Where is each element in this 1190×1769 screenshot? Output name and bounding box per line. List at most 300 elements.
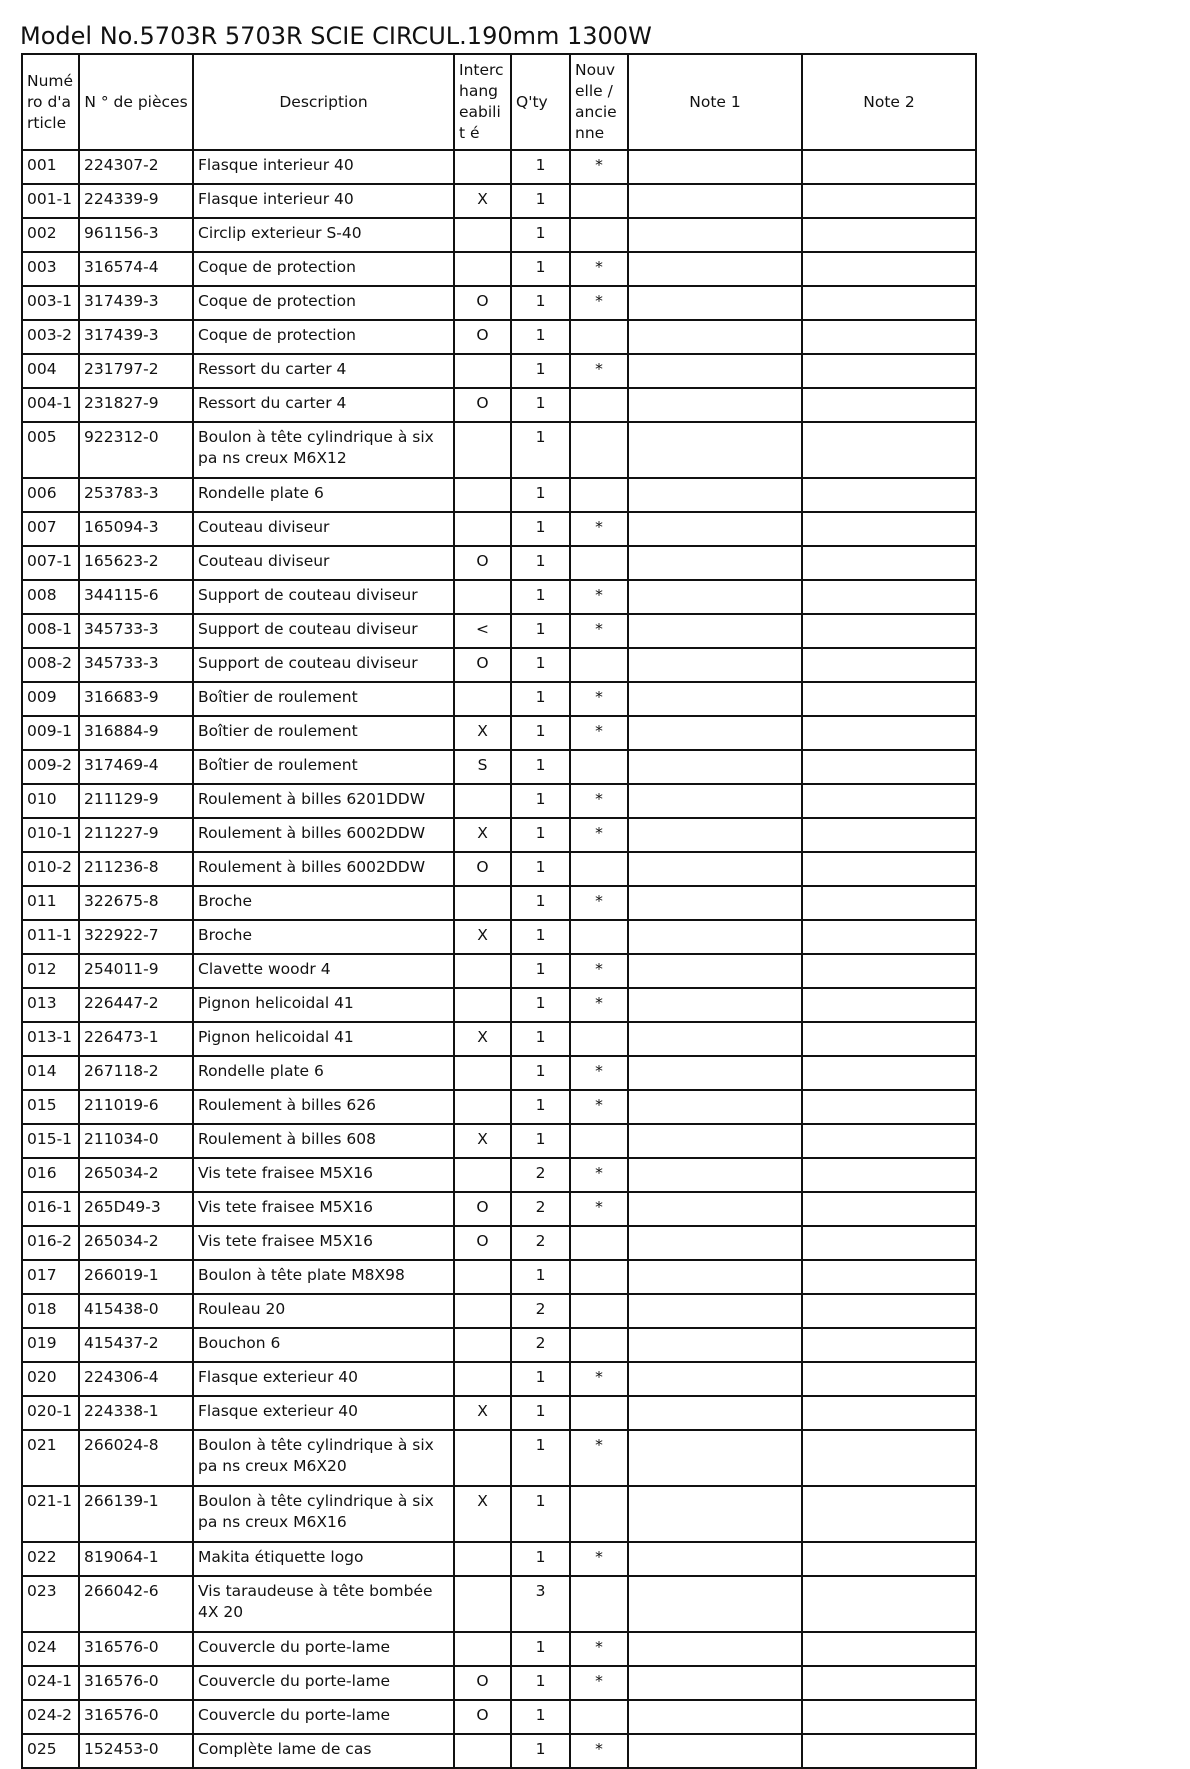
note-2-cell: [802, 478, 976, 512]
new-old-cell: *: [570, 354, 628, 388]
quantity-cell: 1: [511, 184, 570, 218]
note-2-cell: [802, 218, 976, 252]
table-row: [22, 1158, 976, 1192]
quantity-cell: 1: [511, 750, 570, 784]
part-number-cell: 226473-1: [79, 1022, 193, 1056]
interchangeability-cell: O: [454, 648, 511, 682]
article-number-cell: 019: [22, 1328, 79, 1362]
part-number-cell: 266139-1: [79, 1486, 193, 1542]
quantity-cell: 1: [511, 614, 570, 648]
note-1-cell: [628, 1260, 802, 1294]
description-cell: Boulon à tête cylindrique à six pa ns creux M6X16: [193, 1486, 454, 1542]
table-row: [22, 1294, 976, 1328]
article-number-cell: 008-2: [22, 648, 79, 682]
table-row: [22, 988, 976, 1022]
quantity-cell: 1: [511, 1542, 570, 1576]
new-old-cell: *: [570, 784, 628, 818]
interchangeability-cell: [454, 1260, 511, 1294]
new-old-cell: *: [570, 988, 628, 1022]
interchangeability-cell: [454, 1328, 511, 1362]
table-row: [22, 750, 976, 784]
part-number-cell: 317469-4: [79, 750, 193, 784]
quantity-cell: 2: [511, 1294, 570, 1328]
article-number-cell: 015: [22, 1090, 79, 1124]
quantity-cell: 1: [511, 422, 570, 478]
article-number-cell: 020: [22, 1362, 79, 1396]
interchangeability-cell: [454, 1542, 511, 1576]
note-1-cell: [628, 1666, 802, 1700]
quantity-cell: 1: [511, 1632, 570, 1666]
description-cell: Couvercle du porte-lame: [193, 1700, 454, 1734]
header-new-old: Nouv elle / ancie nne: [570, 54, 628, 150]
new-old-cell: [570, 1700, 628, 1734]
note-2-cell: [802, 1056, 976, 1090]
description-cell: Broche: [193, 920, 454, 954]
note-1-cell: [628, 648, 802, 682]
note-1-cell: [628, 512, 802, 546]
note-2-cell: [802, 252, 976, 286]
note-1-cell: [628, 546, 802, 580]
description-cell: Ressort du carter 4: [193, 388, 454, 422]
article-number-cell: 009: [22, 682, 79, 716]
description-cell: Couteau diviseur: [193, 512, 454, 546]
quantity-cell: 1: [511, 286, 570, 320]
description-cell: Boîtier de roulement: [193, 716, 454, 750]
quantity-cell: 1: [511, 1700, 570, 1734]
note-1-cell: [628, 1486, 802, 1542]
note-1-cell: [628, 1124, 802, 1158]
table-row: [22, 1632, 976, 1666]
quantity-cell: 1: [511, 716, 570, 750]
interchangeability-cell: [454, 1632, 511, 1666]
note-1-cell: [628, 1226, 802, 1260]
part-number-cell: 317439-3: [79, 320, 193, 354]
description-cell: Roulement à billes 608: [193, 1124, 454, 1158]
note-1-cell: [628, 988, 802, 1022]
note-1-cell: [628, 750, 802, 784]
quantity-cell: 1: [511, 512, 570, 546]
article-number-cell: 020-1: [22, 1396, 79, 1430]
note-2-cell: [802, 1542, 976, 1576]
interchangeability-cell: [454, 218, 511, 252]
article-number-cell: 016: [22, 1158, 79, 1192]
table-row: [22, 1022, 976, 1056]
description-cell: Boulon à tête cylindrique à six pa ns creux M6X20: [193, 1430, 454, 1486]
part-number-cell: 211034-0: [79, 1124, 193, 1158]
interchangeability-cell: O: [454, 1700, 511, 1734]
part-number-cell: 165094-3: [79, 512, 193, 546]
description-cell: Vis tete fraisee M5X16: [193, 1226, 454, 1260]
article-number-cell: 014: [22, 1056, 79, 1090]
note-2-cell: [802, 1576, 976, 1632]
article-number-cell: 024: [22, 1632, 79, 1666]
quantity-cell: 1: [511, 886, 570, 920]
note-1-cell: [628, 388, 802, 422]
article-number-cell: 018: [22, 1294, 79, 1328]
note-2-cell: [802, 1328, 976, 1362]
note-1-cell: [628, 1700, 802, 1734]
table-row: [22, 580, 976, 614]
new-old-cell: *: [570, 716, 628, 750]
interchangeability-cell: O: [454, 852, 511, 886]
part-number-cell: 152453-0: [79, 1734, 193, 1768]
quantity-cell: 1: [511, 988, 570, 1022]
article-number-cell: 022: [22, 1542, 79, 1576]
header-note-1: Note 1: [628, 54, 802, 150]
new-old-cell: *: [570, 252, 628, 286]
table-body: [22, 150, 976, 1768]
new-old-cell: *: [570, 150, 628, 184]
interchangeability-cell: <: [454, 614, 511, 648]
quantity-cell: 1: [511, 218, 570, 252]
article-number-cell: 005: [22, 422, 79, 478]
interchangeability-cell: [454, 252, 511, 286]
note-2-cell: [802, 920, 976, 954]
description-cell: Vis tete fraisee M5X16: [193, 1158, 454, 1192]
quantity-cell: 1: [511, 1362, 570, 1396]
quantity-cell: 1: [511, 546, 570, 580]
part-number-cell: 254011-9: [79, 954, 193, 988]
description-cell: Support de couteau diviseur: [193, 648, 454, 682]
table-row: [22, 1430, 976, 1486]
description-cell: Broche: [193, 886, 454, 920]
quantity-cell: 2: [511, 1328, 570, 1362]
article-number-cell: 011: [22, 886, 79, 920]
table-row: [22, 1090, 976, 1124]
part-number-cell: 316884-9: [79, 716, 193, 750]
description-cell: Couteau diviseur: [193, 546, 454, 580]
description-cell: Clavette woodr 4: [193, 954, 454, 988]
note-1-cell: [628, 1192, 802, 1226]
new-old-cell: [570, 422, 628, 478]
note-2-cell: [802, 818, 976, 852]
table-row: [22, 920, 976, 954]
article-number-cell: 013: [22, 988, 79, 1022]
interchangeability-cell: [454, 1576, 511, 1632]
article-number-cell: 009-2: [22, 750, 79, 784]
table-row: [22, 1056, 976, 1090]
note-2-cell: [802, 1022, 976, 1056]
table-row: [22, 1226, 976, 1260]
new-old-cell: [570, 1226, 628, 1260]
part-number-cell: 922312-0: [79, 422, 193, 478]
note-2-cell: [802, 988, 976, 1022]
header-interchangeability: Interc hang eabilit é: [454, 54, 511, 150]
interchangeability-cell: [454, 682, 511, 716]
description-cell: Boulon à tête plate M8X98: [193, 1260, 454, 1294]
interchangeability-cell: O: [454, 1192, 511, 1226]
note-2-cell: [802, 852, 976, 886]
new-old-cell: *: [570, 1542, 628, 1576]
new-old-cell: [570, 218, 628, 252]
note-2-cell: [802, 388, 976, 422]
article-number-cell: 003: [22, 252, 79, 286]
part-number-cell: 165623-2: [79, 546, 193, 580]
note-2-cell: [802, 320, 976, 354]
new-old-cell: [570, 1328, 628, 1362]
interchangeability-cell: S: [454, 750, 511, 784]
part-number-cell: 211236-8: [79, 852, 193, 886]
part-number-cell: 266019-1: [79, 1260, 193, 1294]
new-old-cell: *: [570, 1430, 628, 1486]
note-2-cell: [802, 682, 976, 716]
new-old-cell: *: [570, 1192, 628, 1226]
note-2-cell: [802, 1486, 976, 1542]
quantity-cell: 1: [511, 1022, 570, 1056]
description-cell: Coque de protection: [193, 252, 454, 286]
new-old-cell: [570, 920, 628, 954]
article-number-cell: 017: [22, 1260, 79, 1294]
new-old-cell: *: [570, 954, 628, 988]
parts-table: [21, 53, 977, 1769]
article-number-cell: 011-1: [22, 920, 79, 954]
note-1-cell: [628, 614, 802, 648]
article-number-cell: 010: [22, 784, 79, 818]
interchangeability-cell: O: [454, 1666, 511, 1700]
article-number-cell: 009-1: [22, 716, 79, 750]
note-1-cell: [628, 184, 802, 218]
header-description: Description: [193, 54, 454, 150]
note-2-cell: [802, 1362, 976, 1396]
interchangeability-cell: [454, 354, 511, 388]
new-old-cell: [570, 478, 628, 512]
interchangeability-cell: O: [454, 286, 511, 320]
note-2-cell: [802, 1260, 976, 1294]
description-cell: Flasque exterieur 40: [193, 1396, 454, 1430]
interchangeability-cell: [454, 150, 511, 184]
note-2-cell: [802, 886, 976, 920]
quantity-cell: 1: [511, 478, 570, 512]
note-1-cell: [628, 1396, 802, 1430]
note-2-cell: [802, 1192, 976, 1226]
part-number-cell: 211129-9: [79, 784, 193, 818]
note-1-cell: [628, 1158, 802, 1192]
interchangeability-cell: [454, 784, 511, 818]
article-number-cell: 012: [22, 954, 79, 988]
table-row: [22, 354, 976, 388]
note-2-cell: [802, 1734, 976, 1768]
article-number-cell: 008: [22, 580, 79, 614]
quantity-cell: 1: [511, 852, 570, 886]
article-number-cell: 010-1: [22, 818, 79, 852]
description-cell: Roulement à billes 6002DDW: [193, 852, 454, 886]
interchangeability-cell: X: [454, 1124, 511, 1158]
description-cell: Coque de protection: [193, 320, 454, 354]
description-cell: Makita étiquette logo: [193, 1542, 454, 1576]
interchangeability-cell: O: [454, 546, 511, 580]
new-old-cell: *: [570, 886, 628, 920]
new-old-cell: [570, 1294, 628, 1328]
note-1-cell: [628, 784, 802, 818]
quantity-cell: 1: [511, 1056, 570, 1090]
interchangeability-cell: O: [454, 320, 511, 354]
table-row: [22, 682, 976, 716]
note-1-cell: [628, 716, 802, 750]
page-title: Model No.5703R 5703R SCIE CIRCUL.190mm 1300W: [20, 22, 652, 50]
article-number-cell: 025: [22, 1734, 79, 1768]
interchangeability-cell: [454, 1734, 511, 1768]
description-cell: Bouchon 6: [193, 1328, 454, 1362]
part-number-cell: 211019-6: [79, 1090, 193, 1124]
interchangeability-cell: [454, 1294, 511, 1328]
note-2-cell: [802, 1090, 976, 1124]
description-cell: Roulement à billes 6201DDW: [193, 784, 454, 818]
interchangeability-cell: [454, 954, 511, 988]
note-1-cell: [628, 580, 802, 614]
quantity-cell: 1: [511, 1090, 570, 1124]
description-cell: Flasque interieur 40: [193, 150, 454, 184]
new-old-cell: *: [570, 682, 628, 716]
note-2-cell: [802, 1430, 976, 1486]
new-old-cell: [570, 1396, 628, 1430]
note-2-cell: [802, 1158, 976, 1192]
quantity-cell: 1: [511, 1486, 570, 1542]
new-old-cell: [570, 1022, 628, 1056]
description-cell: Complète lame de cas: [193, 1734, 454, 1768]
table-row: [22, 1486, 976, 1542]
table-row: [22, 1734, 976, 1768]
table-row: [22, 1396, 976, 1430]
note-2-cell: [802, 614, 976, 648]
description-cell: Circlip exterieur S-40: [193, 218, 454, 252]
new-old-cell: [570, 648, 628, 682]
interchangeability-cell: [454, 1158, 511, 1192]
part-number-cell: 316576-0: [79, 1700, 193, 1734]
note-1-cell: [628, 1430, 802, 1486]
table-row: [22, 954, 976, 988]
part-number-cell: 265034-2: [79, 1158, 193, 1192]
part-number-cell: 322675-8: [79, 886, 193, 920]
table-row: [22, 1124, 976, 1158]
table-row: [22, 320, 976, 354]
quantity-cell: 1: [511, 1734, 570, 1768]
new-old-cell: [570, 546, 628, 580]
interchangeability-cell: X: [454, 1396, 511, 1430]
quantity-cell: 1: [511, 388, 570, 422]
new-old-cell: [570, 1124, 628, 1158]
interchangeability-cell: [454, 422, 511, 478]
note-1-cell: [628, 852, 802, 886]
quantity-cell: 1: [511, 1666, 570, 1700]
part-number-cell: 316574-4: [79, 252, 193, 286]
quantity-cell: 1: [511, 1124, 570, 1158]
part-number-cell: 415437-2: [79, 1328, 193, 1362]
quantity-cell: 1: [511, 320, 570, 354]
note-2-cell: [802, 546, 976, 580]
part-number-cell: 253783-3: [79, 478, 193, 512]
note-1-cell: [628, 1090, 802, 1124]
table-row: [22, 1700, 976, 1734]
table-row: [22, 150, 976, 184]
part-number-cell: 961156-3: [79, 218, 193, 252]
table-row: [22, 852, 976, 886]
interchangeability-cell: [454, 1090, 511, 1124]
note-1-cell: [628, 320, 802, 354]
new-old-cell: *: [570, 1632, 628, 1666]
interchangeability-cell: [454, 478, 511, 512]
part-number-cell: 267118-2: [79, 1056, 193, 1090]
quantity-cell: 1: [511, 920, 570, 954]
note-2-cell: [802, 954, 976, 988]
quantity-cell: 1: [511, 580, 570, 614]
description-cell: Couvercle du porte-lame: [193, 1632, 454, 1666]
new-old-cell: [570, 750, 628, 784]
note-1-cell: [628, 886, 802, 920]
table-row: [22, 784, 976, 818]
new-old-cell: *: [570, 1056, 628, 1090]
new-old-cell: *: [570, 614, 628, 648]
new-old-cell: [570, 1486, 628, 1542]
part-number-cell: 316576-0: [79, 1632, 193, 1666]
quantity-cell: 1: [511, 682, 570, 716]
article-number-cell: 024-2: [22, 1700, 79, 1734]
note-1-cell: [628, 252, 802, 286]
new-old-cell: [570, 388, 628, 422]
interchangeability-cell: O: [454, 1226, 511, 1260]
part-number-cell: 265034-2: [79, 1226, 193, 1260]
header-quantity: Q'ty: [511, 54, 570, 150]
description-cell: Pignon helicoidal 41: [193, 1022, 454, 1056]
article-number-cell: 015-1: [22, 1124, 79, 1158]
interchangeability-cell: O: [454, 388, 511, 422]
article-number-cell: 013-1: [22, 1022, 79, 1056]
new-old-cell: [570, 852, 628, 886]
table-row: [22, 614, 976, 648]
article-number-cell: 007-1: [22, 546, 79, 580]
header-part-number: N ° de pièces: [79, 54, 193, 150]
note-1-cell: [628, 150, 802, 184]
note-1-cell: [628, 286, 802, 320]
article-number-cell: 003-1: [22, 286, 79, 320]
part-number-cell: 211227-9: [79, 818, 193, 852]
interchangeability-cell: [454, 988, 511, 1022]
description-cell: Boulon à tête cylindrique à six pa ns creux M6X12: [193, 422, 454, 478]
table-row: [22, 648, 976, 682]
description-cell: Vis taraudeuse à tête bombée 4X 20: [193, 1576, 454, 1632]
new-old-cell: *: [570, 512, 628, 546]
description-cell: Ressort du carter 4: [193, 354, 454, 388]
note-1-cell: [628, 1328, 802, 1362]
table-row: [22, 716, 976, 750]
article-number-cell: 021: [22, 1430, 79, 1486]
new-old-cell: *: [570, 580, 628, 614]
interchangeability-cell: X: [454, 920, 511, 954]
new-old-cell: [570, 184, 628, 218]
note-1-cell: [628, 1362, 802, 1396]
interchangeability-cell: X: [454, 818, 511, 852]
note-2-cell: [802, 1700, 976, 1734]
quantity-cell: 1: [511, 648, 570, 682]
new-old-cell: *: [570, 286, 628, 320]
interchangeability-cell: [454, 886, 511, 920]
description-cell: Support de couteau diviseur: [193, 614, 454, 648]
table-row: [22, 1542, 976, 1576]
description-cell: Rouleau 20: [193, 1294, 454, 1328]
table-row: [22, 478, 976, 512]
new-old-cell: *: [570, 1362, 628, 1396]
article-number-cell: 004-1: [22, 388, 79, 422]
article-number-cell: 001-1: [22, 184, 79, 218]
note-2-cell: [802, 354, 976, 388]
table-row: [22, 1362, 976, 1396]
description-cell: Roulement à billes 626: [193, 1090, 454, 1124]
note-2-cell: [802, 716, 976, 750]
article-number-cell: 001: [22, 150, 79, 184]
quantity-cell: 1: [511, 784, 570, 818]
new-old-cell: *: [570, 1158, 628, 1192]
part-number-cell: 345733-3: [79, 648, 193, 682]
note-1-cell: [628, 422, 802, 478]
